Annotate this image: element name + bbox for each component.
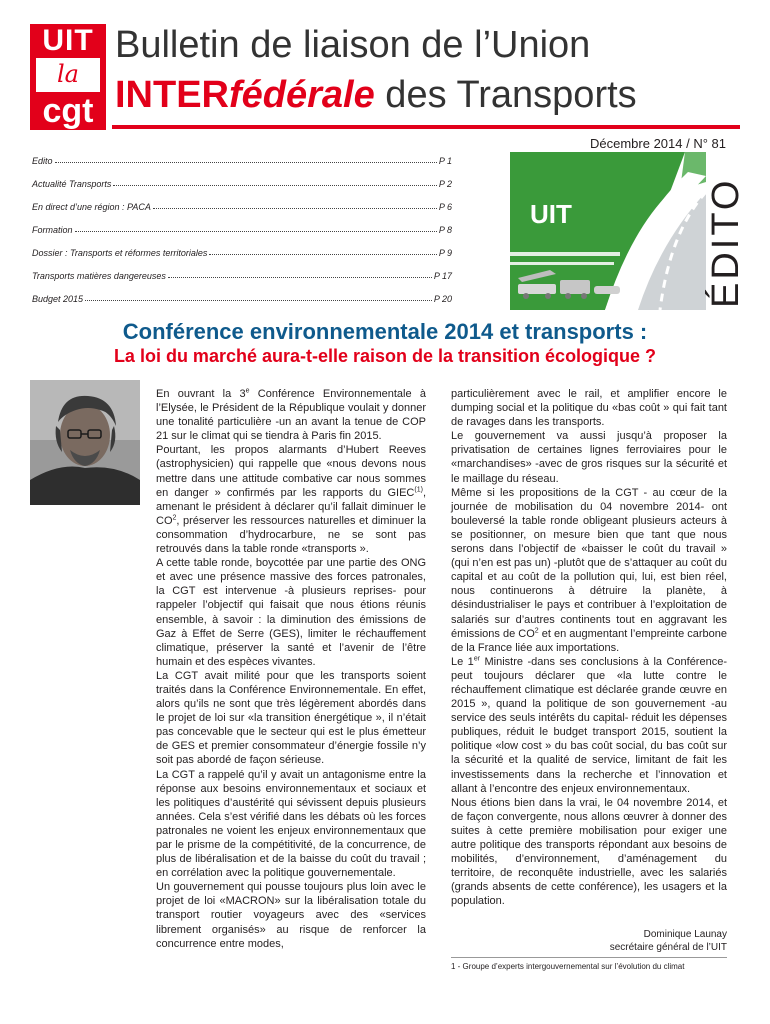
toc-item[interactable]: Formation P 8 bbox=[32, 225, 452, 235]
footnote: 1 - Groupe d’experts intergouvernemental sur l’évolution du climat bbox=[451, 962, 685, 971]
toc-item[interactable]: Budget 2015 P 20 bbox=[32, 294, 452, 304]
transport-illustration-graphic bbox=[510, 152, 706, 310]
bulletin-title-line2 bbox=[115, 73, 637, 117]
transport-illustration bbox=[510, 152, 706, 310]
article-subheading: La loi du marché aura-t-elle raison de la transition écologique ? bbox=[113, 346, 657, 366]
uit-badge: UIT bbox=[530, 199, 572, 229]
author-name: Dominique Launay bbox=[643, 929, 727, 940]
title-des-transports: des Transports bbox=[374, 74, 637, 116]
article-column-left bbox=[156, 387, 426, 951]
logo-uit-text: UIT bbox=[30, 24, 106, 58]
paragraph: La CGT avait milité pour que les transports soient traités dans la Conférence Environnementale. En effet, alors qu’ils ne sont que très légèrement abordés dans le projet de loi sur «la transition énergétique », il n’était pas concevable que le secteur qui est le plus émetteur de GES et premier consommateur d’énergie fossile n’y soit pas abordé de façon sérieuse. bbox=[156, 669, 426, 767]
paragraph: Même si les propositions de la CGT - au cœur de la journée de mobilisation du 04 novembre 2014- ont bouleversé la table ronde obligeant plusieurs acteurs à se positionner, on mesure bien que tant que nous serons dans l’objectif de «baisser le coût du travail » (qui n’en est pas un) -plutôt que de s’attaquer au coût du capital et au coût de la pollution qui, lui, est bien réel, nous continuerons à détruire la planète, à désindustrialiser le pays et contribuer à l’exploitation de salariés sur d’autres continents tout en aggravant les émissions de $CO^2$ et en augmentant l’empreinte carbone de la France liée aux importations. bbox=[451, 486, 728, 654]
author-signature bbox=[451, 928, 727, 954]
edito-word-text: ÉDITO bbox=[705, 177, 747, 308]
header-divider bbox=[112, 125, 740, 129]
paragraph: A cette table ronde, boycottée par une partie des ONG et avec une présence massive des forces patronales, la CGT est intervenue -à plusieurs reprises- pour rappeler l’objectif qui faisait que nous étions réunis ensemble, à savoir : la diminution des émissions de Gaz à Effet de Serre (GES), limiter le réchauffement climatique, préserver la santé et l’avenir de l’être humain et des espèces vivantes. bbox=[156, 557, 426, 668]
toc-item[interactable]: Dossier : Transports et réformes territoriales P 9 bbox=[32, 248, 452, 258]
logo-la-text: la bbox=[30, 58, 106, 92]
author-photo-image bbox=[30, 380, 140, 505]
footnote-divider bbox=[451, 957, 727, 958]
bulletin-title-line1: Bulletin de liaison de l’Union bbox=[115, 24, 591, 66]
author-photo bbox=[30, 380, 140, 505]
paragraph: Le gouvernement va aussi jusqu’à proposer la privatisation de certaines lignes ferroviaires pour le «marchandises» -avec de gros risques sur la sécurité et le maillage du réseau. bbox=[451, 430, 727, 485]
issue-date-number: Décembre 2014 / N° 81 bbox=[590, 136, 726, 151]
toc-item[interactable]: En direct d’une région : PACA P 6 bbox=[32, 202, 452, 212]
uit-cgt-logo bbox=[30, 24, 106, 130]
paragraph: Nous étions bien dans la vrai, le 04 novembre 2014, et de façon convergente, nous allons œuvrer à donner des suites à cette première mobilisation pour exiger une autre politique des transports répondant aux besoins de mobilités, d’environnement, d’aménagement du territoire, de reconquête industrielle, avec les salariés (grands absents de cette conférence), les usagers et la population. bbox=[451, 796, 727, 908]
toc-item[interactable]: Actualité Transports P 2 bbox=[32, 179, 452, 189]
logo-cgt-text: cgt bbox=[30, 92, 106, 130]
toc-item[interactable]: Edito P 1 bbox=[32, 156, 452, 166]
paragraph: En ouvrant la 3e Conférence Environnementale à l’Elysée, le Président de la République voulait y donner une tonalité particulière -un an avant la tenue de COP 21 sur le climat qui se tiendra à Paris fin 2015. bbox=[156, 387, 426, 443]
edito-section-label bbox=[700, 150, 747, 312]
paragraph: particulièrement avec le rail, et amplifier encore le dumping social et la politique du «bas coût » qui fait tant de ravages dans les transports. bbox=[451, 388, 727, 429]
paragraph: Pourtant, les propos alarmants d’Hubert Reeves (astrophysicien) qui rappelle que «nous devons nous mettre dans une attitude combative car nous sommes en danger » confirmés par les rapports du GIEC$^{(1)}$, amenant le président à déclarer qu’il fallait diminuer le $CO^2$, préserver les ressources naturelles et diminuer la consommation d’hydrocarbure, ne se sont pas retrouvés dans la table ronde «transports ». bbox=[156, 444, 426, 556]
title-inter: INTER bbox=[115, 74, 229, 116]
title-federale: fédérale bbox=[229, 74, 375, 116]
paragraph: La CGT a rappelé qu’il y avait un antagonisme entre la réponse aux besoins environnementaux et sociaux et les politiques d’austérité qui sévissent depuis plusieurs années. Cela s’est vérifié dans les débats où les forces patronales ne voient les enjeux environnementaux que par le prisme de la compétitivité, de la concurrence, de plus de libéralisation et de la baisse du coût du travail ; en corrélation avec la politique gouvernementale. bbox=[156, 768, 426, 880]
paragraph: Un gouvernement qui pousse toujours plus loin avec le projet de loi «MACRON» sur la libéralisation totale du transport routier voyageurs avec des «services librement organisés» au risque de renforcer la concurrence entre modes, bbox=[156, 881, 426, 950]
article-column-right bbox=[451, 387, 727, 908]
article-heading: Conférence environnementale 2014 et transports : bbox=[122, 319, 648, 344]
toc-item[interactable]: Transports matières dangereuses P 17 bbox=[32, 271, 452, 281]
author-role: secrétaire général de l’UIT bbox=[609, 942, 727, 953]
paragraph: Le 1er Ministre -dans ses conclusions à la Conférence- peut toujours déclarer que «la lutte contre le réchauffement climatique est déclarée grande œuvre en 2015 », quand la politique de son gouvernement -au service des seuls intérêts du capital- réduit les dépenses publiques, réduit le budget transport 2015, soutient la politique «low cost » du bas coût social, du bas coût sur la sécurité et la qualité de service, limitant de fait les investissements dans la recherche et l’innovation et allant à l’encontre des enjeux environnementaux. bbox=[451, 655, 727, 795]
